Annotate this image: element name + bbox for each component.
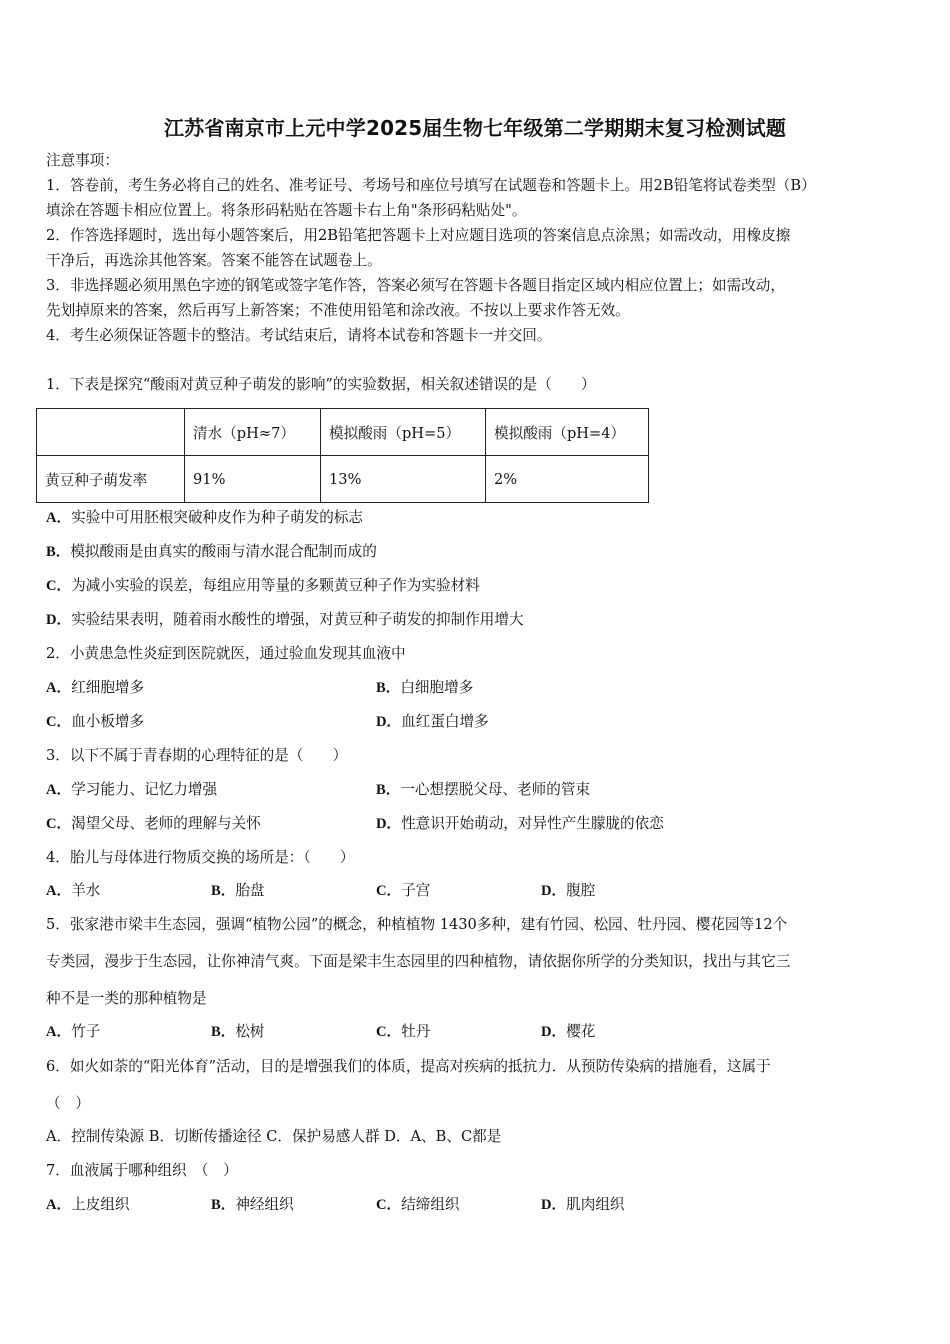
option-c bbox=[46, 712, 144, 732]
option-letter: D． bbox=[376, 816, 402, 832]
notice-line: 4．考生必须保证答题卡的整洁。考试结束后，请将本试卷和答题卡一并交回。 bbox=[46, 327, 552, 344]
option-text: 渴望父母、老师的理解与关怀 bbox=[71, 815, 261, 832]
option-c bbox=[46, 814, 261, 834]
option-text: 结缔组织 bbox=[401, 1196, 460, 1213]
option-letter: C． bbox=[46, 578, 72, 594]
option-text: 子宫 bbox=[401, 882, 431, 899]
option-a bbox=[46, 881, 100, 901]
question-4-stem: 4．胎儿与母体进行物质交换的场所是：（ ） bbox=[46, 849, 355, 866]
option-text: 模拟酸雨是由真实的酸雨与清水混合配制而成的 bbox=[70, 543, 377, 560]
option-letter: C． bbox=[46, 816, 72, 832]
page-title: 江苏省南京市上元中学2025届生物七年级第二学期期末复习检测试题 bbox=[163, 116, 787, 140]
table-row bbox=[37, 456, 649, 503]
table-cell: 模拟酸雨（pH=5） bbox=[321, 409, 486, 456]
option-text: 血红蛋白增多 bbox=[401, 713, 489, 730]
option-letter: D． bbox=[541, 883, 567, 899]
option-c bbox=[376, 1195, 460, 1215]
table-cell: 黄豆种子萌发率 bbox=[37, 456, 185, 503]
option-letter: D． bbox=[541, 1197, 567, 1213]
option-a bbox=[46, 508, 363, 528]
option-d bbox=[46, 610, 524, 630]
option-letter: C． bbox=[376, 883, 402, 899]
option-b bbox=[211, 1022, 265, 1042]
option-letter: A． bbox=[46, 883, 72, 899]
option-letter: A． bbox=[46, 1197, 72, 1213]
option-text: 神经组织 bbox=[235, 1196, 294, 1213]
notice-line: 1．答卷前，考生务必将自己的姓名、准考证号、考场号和座位号填写在试题卷和答题卡上。用2B铅笔将试卷类型（B） bbox=[46, 177, 816, 194]
question-6-options: A．控制传染源 B．切断传播途径 C．保护易感人群 D．A、B、C都是 bbox=[46, 1128, 502, 1145]
option-text: 肌肉组织 bbox=[566, 1196, 625, 1213]
option-letter: B． bbox=[211, 883, 236, 899]
option-letter: A． bbox=[46, 782, 72, 798]
table-cell: 91% bbox=[185, 456, 321, 503]
option-c bbox=[376, 881, 430, 901]
option-letter: D． bbox=[541, 1024, 567, 1040]
option-letter: B． bbox=[46, 544, 71, 560]
option-b bbox=[376, 678, 473, 698]
question-3-stem: 3．以下不属于青春期的心理特征的是（ ） bbox=[46, 747, 348, 764]
option-a bbox=[46, 678, 144, 698]
table-cell bbox=[37, 409, 185, 456]
option-a bbox=[46, 1022, 100, 1042]
question-5-stem: 5．张家港市梁丰生态园，强调“植物公园”的概念，种植植物 1430多种，建有竹园、松园、牡丹园、樱花园等12个 bbox=[46, 916, 788, 933]
option-text: 胎盘 bbox=[235, 882, 265, 899]
option-c bbox=[46, 576, 480, 596]
option-letter: C． bbox=[376, 1197, 402, 1213]
table-cell: 模拟酸雨（pH=4） bbox=[486, 409, 649, 456]
notice-line: 先划掉原来的答案，然后再写上新答案；不准使用铅笔和涂改液。不按以上要求作答无效。 bbox=[46, 302, 630, 319]
notice-line: 3．非选择题必须用黑色字迹的钢笔或签字笔作答，答案必须写在答题卡各题目指定区域内相应位置上；如需改动， bbox=[46, 277, 785, 294]
option-text: 竹子 bbox=[71, 1023, 101, 1040]
question-6-stem: （ ） bbox=[46, 1095, 90, 1112]
question-2-stem: 2．小黄患急性炎症到医院就医，通过验血发现其血液中 bbox=[46, 645, 406, 662]
option-b bbox=[46, 542, 377, 562]
option-letter: D． bbox=[376, 714, 402, 730]
table-header-row bbox=[37, 409, 649, 456]
option-letter: A． bbox=[46, 680, 72, 696]
table-cell: 13% bbox=[321, 456, 486, 503]
option-b bbox=[211, 881, 265, 901]
option-text: 松树 bbox=[235, 1023, 265, 1040]
option-a bbox=[46, 1195, 130, 1215]
option-text: 牡丹 bbox=[401, 1023, 431, 1040]
question-1-stem: 1．下表是探究“酸雨对黄豆种子萌发的影响”的实验数据，相关叙述错误的是（ ） bbox=[46, 376, 596, 393]
option-b bbox=[376, 780, 590, 800]
option-c bbox=[376, 1022, 430, 1042]
option-d bbox=[541, 1022, 595, 1042]
experiment-table bbox=[36, 408, 649, 503]
question-6-stem: 6．如火如荼的“阳光体育”活动，目的是增强我们的体质，提高对疾病的抵抗力．从预防传染病的措施看，这属于 bbox=[46, 1058, 771, 1075]
option-letter: B． bbox=[211, 1024, 236, 1040]
option-text: 为减小实验的误差，每组应用等量的多颗黄豆种子作为实验材料 bbox=[71, 577, 480, 594]
option-a bbox=[46, 780, 217, 800]
option-text: 腹腔 bbox=[566, 882, 596, 899]
option-text: 上皮组织 bbox=[71, 1196, 130, 1213]
notice-line: 2．作答选择题时，选出每小题答案后，用2B铅笔把答题卡上对应题目选项的答案信息点涂黑；如需改动，用橡皮擦 bbox=[46, 227, 791, 244]
option-d bbox=[376, 814, 664, 834]
option-d bbox=[541, 881, 595, 901]
option-text: 一心想摆脱父母、老师的管束 bbox=[400, 781, 591, 798]
option-text: 实验中可用胚根突破种皮作为种子萌发的标志 bbox=[71, 509, 364, 526]
option-letter: D． bbox=[46, 612, 72, 628]
option-letter: B． bbox=[376, 680, 401, 696]
question-7-stem: 7．血液属于哪种组织 （ ） bbox=[46, 1162, 238, 1179]
option-text: 樱花 bbox=[566, 1023, 596, 1040]
option-letter: B． bbox=[211, 1197, 236, 1213]
option-b bbox=[211, 1195, 294, 1215]
question-5-stem: 种不是一类的那种植物是 bbox=[46, 990, 207, 1007]
option-text: 实验结果表明，随着雨水酸性的增强，对黄豆种子萌发的抑制作用增大 bbox=[71, 611, 524, 628]
option-letter: C． bbox=[376, 1024, 402, 1040]
option-letter: C． bbox=[46, 714, 72, 730]
option-text: 性意识开始萌动，对异性产生朦胧的依恋 bbox=[401, 815, 664, 832]
notice-heading: 注意事项： bbox=[46, 152, 119, 169]
table-cell: 2% bbox=[486, 456, 649, 503]
option-text: 羊水 bbox=[71, 882, 101, 899]
notice-line: 干净后，再选涂其他答案。答案不能答在试题卷上。 bbox=[46, 252, 382, 269]
option-d bbox=[376, 712, 489, 732]
option-text: 血小板增多 bbox=[71, 713, 145, 730]
notice-line: 填涂在答题卡相应位置上。将条形码粘贴在答题卡右上角"条形码粘贴处"。 bbox=[46, 202, 527, 219]
option-text: 红细胞增多 bbox=[71, 679, 145, 696]
table-cell: 清水（pH≈7） bbox=[185, 409, 321, 456]
option-letter: A． bbox=[46, 1024, 72, 1040]
question-5-stem: 专类园，漫步于生态园，让你神清气爽。下面是梁丰生态园里的四种植物，请依据你所学的分类知识，找出与其它三 bbox=[46, 953, 791, 970]
option-letter: A． bbox=[46, 510, 72, 526]
option-text: 白细胞增多 bbox=[400, 679, 474, 696]
option-d bbox=[541, 1195, 625, 1215]
option-text: 学习能力、记忆力增强 bbox=[71, 781, 218, 798]
option-letter: B． bbox=[376, 782, 401, 798]
